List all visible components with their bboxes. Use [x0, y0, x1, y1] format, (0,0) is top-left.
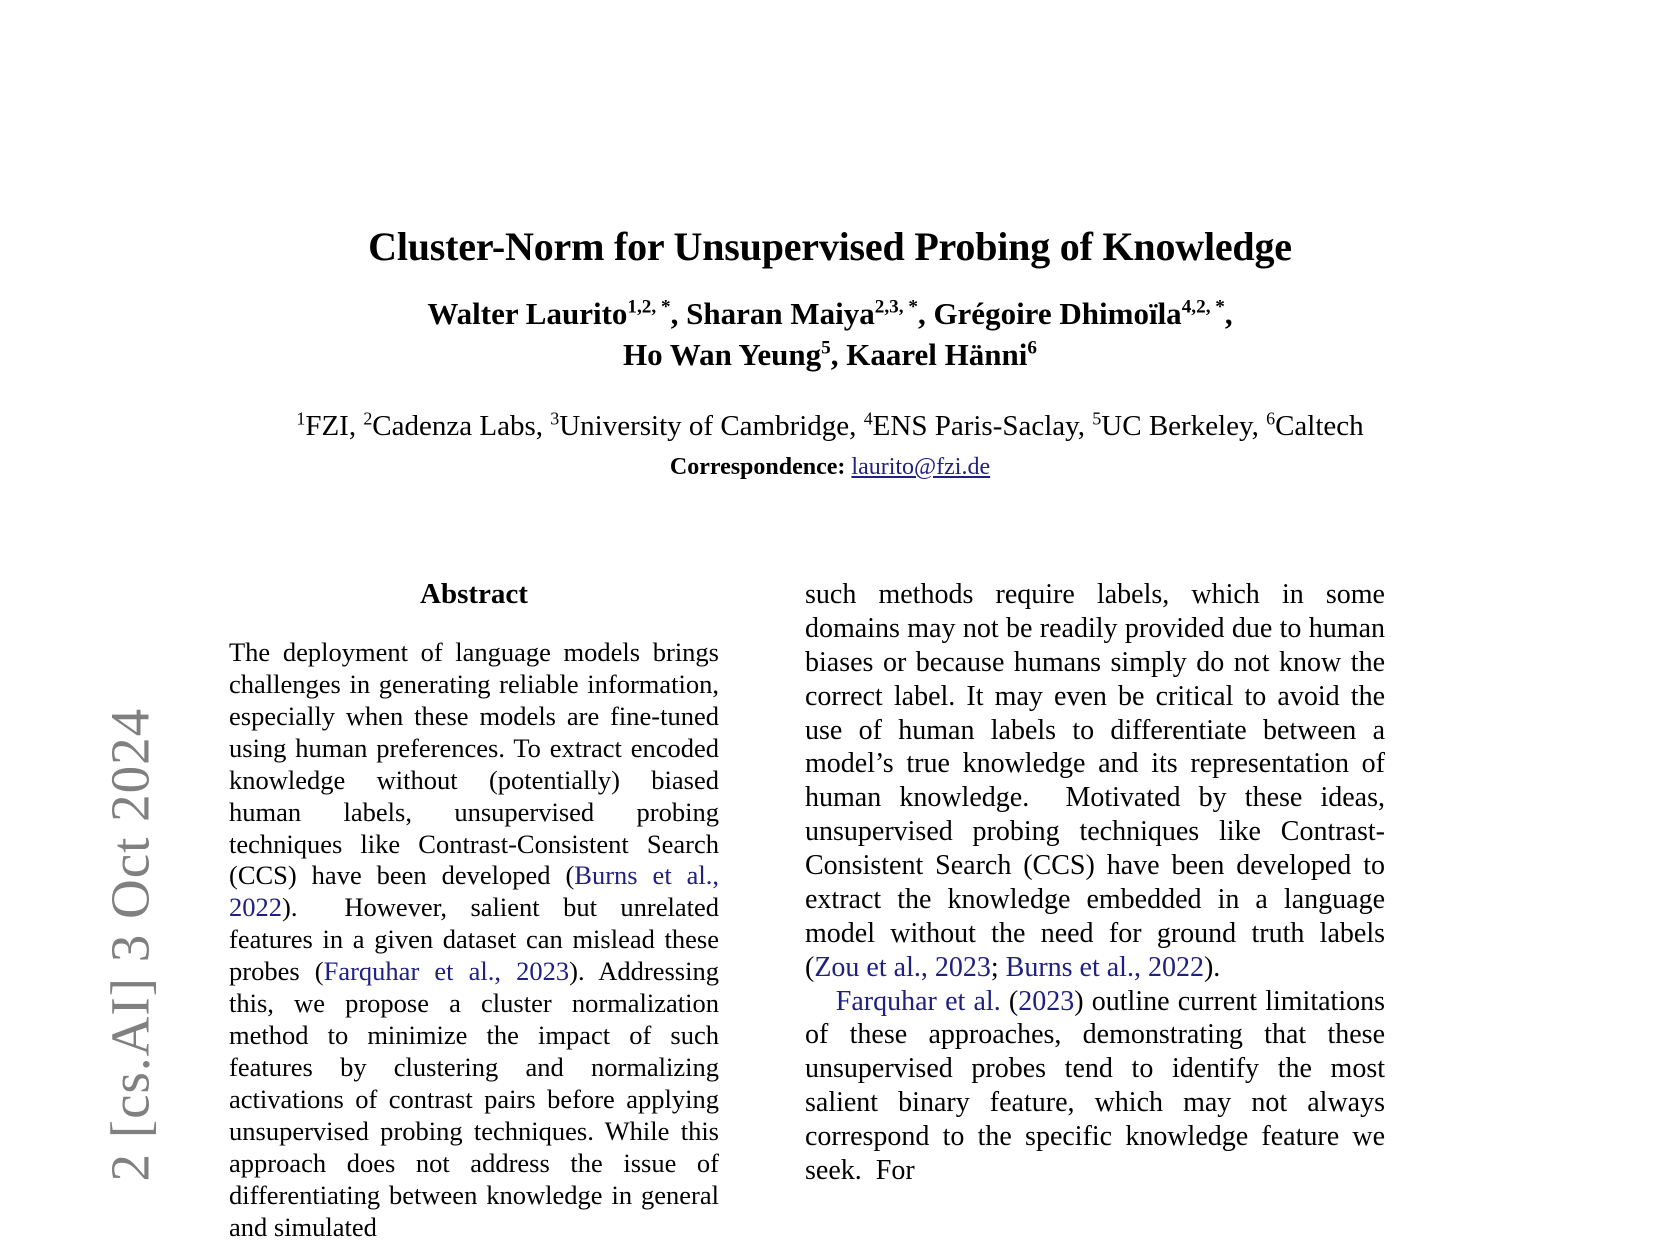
correspondence-email-link[interactable]: laurito@fzi.de: [851, 454, 991, 480]
affiliations: $^1$FZI, $^2$Cadenza Labs, $^3$University of Cambridge, $^4$ENS Paris-Saclay, $^5$UC Berkeley, $^6$Caltech: [296, 408, 1364, 442]
correspondence-label: Correspondence:: [669, 454, 846, 480]
abstract-body: The deployment of language models brings challenges in generating reliable information, especially when these models are fine-tuned using human preferences. To extract encoded knowledge without (potentially) biased human labels, unsupervised probing techniques like Contrast-Consistent Search (CCS) have been developed (Burns et al., 2022). However, salient but unrelated features in a given dataset can mislead these probes (Farquhar et al., 2023). Addressing this, we propose a cluster normalization method to minimize the impact of such features by clustering and normalizing activations of contrast pairs before applying unsupervised probing techniques. While this approach does not address the issue of differentiating between knowledge in general and simulated: [229, 637, 719, 1242]
abstract-heading: Abstract: [420, 578, 528, 610]
intro-paragraph-2: Farquhar et al. (2023) outline current limitations of these approaches, demonstrating that these unsupervised probes tend to identify the most salient binary feature, which may not always correspond to the specific knowledge feature we seek. For: [805, 985, 1385, 1186]
author-line-1: Walter Laurito$^{1,2, *}$, Sharan Maiya$^{2,3, *}$, Grégoire Dhimoïla$^{4,2, *}$,: [427, 296, 1233, 331]
arxiv-stamp-text: 2 [cs.AI] 3 Oct 2024: [99, 707, 161, 1182]
correspondence: [200, 452, 1460, 483]
left-column: [229, 578, 719, 1244]
author-list: [200, 295, 1460, 373]
right-column: [805, 578, 1385, 1188]
intro-paragraph-1: such methods require labels, which in some domains may not be readily provided due to human biases or because humans simply do not know the correct label. It may even be critical to avoid the use of human labels to differentiate between a model’s true knowledge and its representation of human knowledge. Motivated by these ideas, unsupervised probing techniques like Contrast-Consistent Search (CCS) have been developed to extract the knowledge embedded in a language model without the need for ground truth labels (Zou et al., 2023; Burns et al., 2022).: [805, 579, 1385, 983]
page-title: Cluster-Norm for Unsupervised Probing of Knowledge: [368, 223, 1292, 269]
author-line-2: Ho Wan Yeung$^5$, Kaarel Hänni$^6$: [623, 337, 1037, 373]
